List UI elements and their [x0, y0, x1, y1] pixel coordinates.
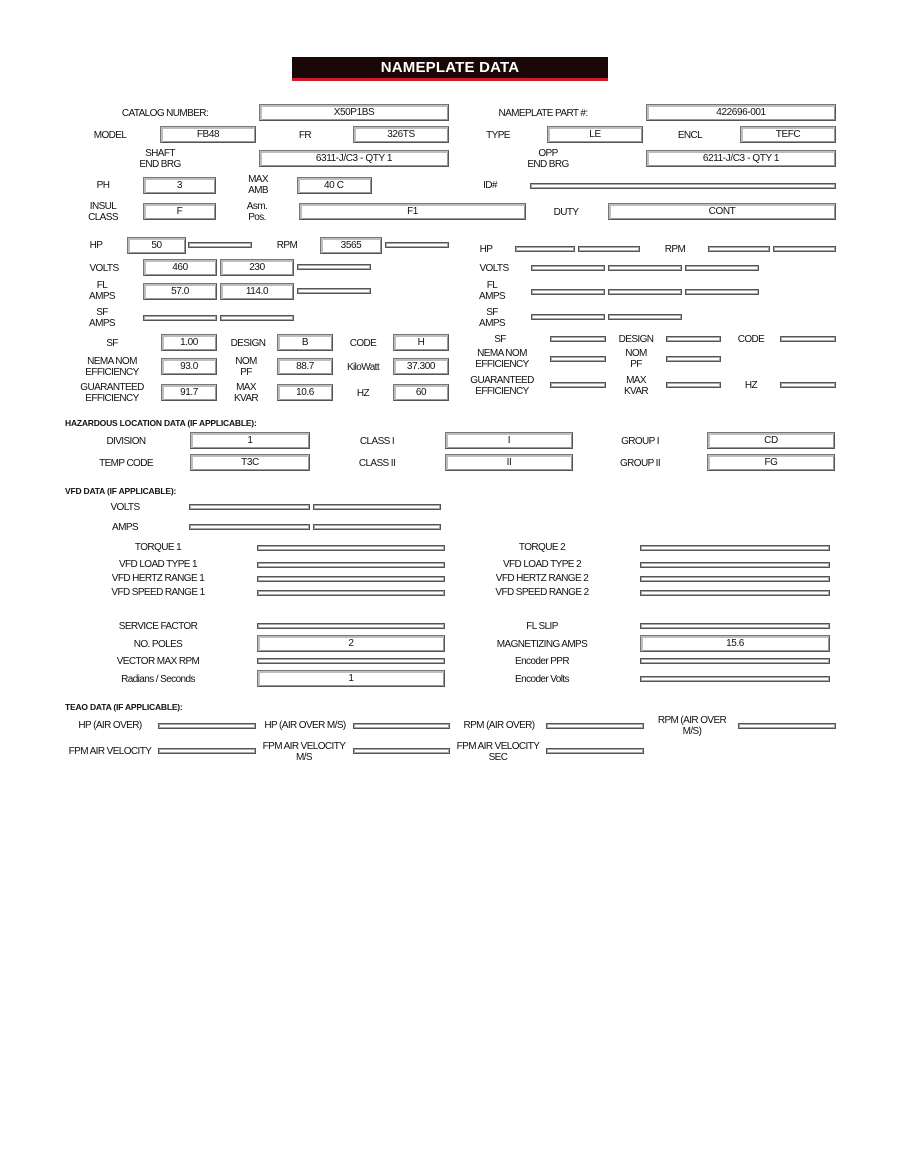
group2-field: FG	[707, 454, 835, 471]
group1-label: GROUP I	[621, 436, 659, 447]
ph-field: 3	[143, 177, 216, 194]
radians-seconds-field: 1	[257, 670, 445, 687]
model-label: MODEL	[93, 130, 127, 141]
speed-range1-field	[257, 590, 445, 596]
sf-amps2-field-1	[531, 314, 605, 320]
sf-amps-label: SF AMPS	[89, 307, 115, 329]
group1-field: CD	[707, 432, 835, 449]
id-field	[530, 183, 836, 189]
code2-label: CODE	[737, 334, 765, 345]
fl-amps-field-2: 114.0	[220, 283, 294, 300]
guaranteed-eff-label: GUARANTEED EFFICIENCY	[80, 382, 144, 404]
hp-label: HP	[89, 240, 103, 251]
torque1-label: TORQUE 1	[134, 542, 182, 553]
encl-label: ENCL	[677, 130, 703, 141]
model-field: FB48	[160, 126, 256, 143]
temp-code-field: T3C	[190, 454, 310, 471]
speed-range2-label: VFD SPEED RANGE 2	[495, 587, 589, 598]
encoder-volts-field	[640, 676, 830, 682]
rpm-label: RPM	[276, 240, 298, 251]
load-type2-field	[640, 562, 830, 568]
design2-field	[666, 336, 721, 342]
sf2-label: SF	[494, 334, 506, 345]
volts2-label: VOLTS	[479, 263, 509, 274]
load-type1-label: VFD LOAD TYPE 1	[118, 559, 198, 570]
speed-range2-field	[640, 590, 830, 596]
shaft-end-brg-label: SHAFT END BRG	[139, 148, 181, 170]
vfd-volts-field-2	[313, 504, 441, 510]
rpm-air-over-ms-label: RPM (AIR OVER M/S)	[657, 715, 727, 737]
fl-amps-field-1: 57.0	[143, 283, 217, 300]
hz2-label: HZ	[744, 380, 758, 391]
sf-label: SF	[106, 338, 118, 349]
volts2-field-3	[685, 265, 759, 271]
kilowatt-field: 37.300	[393, 358, 449, 375]
code2-field	[780, 336, 836, 342]
nameplate-part-label: NAMEPLATE PART #:	[498, 108, 588, 119]
design2-label: DESIGN	[618, 334, 654, 345]
class1-field: I	[445, 432, 573, 449]
fpm-air-velocity-ms-label: FPM AIR VELOCITY M/S	[262, 741, 346, 763]
fpm-air-velocity-label: FPM AIR VELOCITY	[68, 746, 152, 757]
fpm-air-velocity-field	[158, 748, 256, 754]
hp-air-over-ms-label: HP (AIR OVER M/S)	[264, 720, 346, 731]
hazardous-section-title: HAZARDOUS LOCATION DATA (IF APPLICABLE):	[65, 418, 257, 428]
type-label: TYPE	[486, 130, 510, 141]
hertz-range1-field	[257, 576, 445, 582]
nameplate-part-field: 422696-001	[646, 104, 836, 121]
nema-nom-eff2-field	[550, 356, 606, 362]
guaranteed-eff2-field	[550, 382, 606, 388]
encl-field: TEFC	[740, 126, 836, 143]
service-factor-label: SERVICE FACTOR	[118, 621, 198, 632]
insul-class-field: F	[143, 203, 216, 220]
hertz-range2-field	[640, 576, 830, 582]
nema-nom-eff2-label: NEMA NOM EFFICIENCY	[475, 348, 529, 370]
rpm-field-2	[385, 242, 449, 248]
encoder-volts-label: Encoder Volts	[515, 674, 569, 685]
catalog-number-field: X50P1BS	[259, 104, 449, 121]
vfd-amps-field-2	[313, 524, 441, 530]
vfd-amps-label: AMPS	[112, 522, 138, 533]
nema-nom-eff-label: NEMA NOM EFFICIENCY	[85, 356, 139, 378]
encoder-ppr-label: Encoder PPR	[515, 656, 569, 667]
fl-slip-field	[640, 623, 830, 629]
fr-field: 326TS	[353, 126, 449, 143]
fl-amps2-field-3	[685, 289, 759, 295]
temp-code-label: TEMP CODE	[99, 458, 153, 469]
hp2-field-1	[515, 246, 575, 252]
nema-nom-eff-field: 93.0	[161, 358, 217, 375]
rpm-air-over-label: RPM (AIR OVER)	[463, 720, 535, 731]
vfd-volts-field-1	[189, 504, 310, 510]
fl-amps2-field-2	[608, 289, 682, 295]
vfd-amps-field-1	[189, 524, 310, 530]
fl-amps2-label: FL AMPS	[479, 280, 505, 302]
design-label: DESIGN	[230, 338, 266, 349]
opp-end-brg-field: 6211-J/C3 - QTY 1	[646, 150, 836, 167]
sf-amps2-label: SF AMPS	[479, 307, 505, 329]
fr-label: FR	[298, 130, 312, 141]
nom-pf-label: NOM PF	[235, 356, 257, 378]
encoder-ppr-field	[640, 658, 830, 664]
opp-end-brg-label: OPP END BRG	[527, 148, 569, 170]
vfd-volts-label: VOLTS	[110, 502, 140, 513]
hp2-label: HP	[479, 244, 493, 255]
sf-amps2-field-2	[608, 314, 682, 320]
torque2-label: TORQUE 2	[518, 542, 566, 553]
max-amb-label: MAX AMB	[248, 174, 268, 196]
hp-air-over-label: HP (AIR OVER)	[78, 720, 142, 731]
division-field: 1	[190, 432, 310, 449]
hz-label: HZ	[356, 388, 370, 399]
catalog-number-label: CATALOG NUMBER:	[121, 108, 209, 119]
rpm2-field-1	[708, 246, 770, 252]
asm-pos-label: Asm. Pos.	[246, 201, 268, 223]
max-kvar2-label: MAX KVAR	[623, 375, 649, 397]
max-kvar-label: MAX KVAR	[233, 382, 259, 404]
hp2-field-2	[578, 246, 640, 252]
hp-air-over-field	[158, 723, 256, 729]
hertz-range1-label: VFD HERTZ RANGE 1	[111, 573, 205, 584]
vector-max-rpm-field	[257, 658, 445, 664]
page-title: NAMEPLATE DATA	[380, 59, 520, 76]
fl-amps2-field-1	[531, 289, 605, 295]
group2-label: GROUP II	[619, 458, 661, 469]
max-kvar2-field	[666, 382, 721, 388]
class2-label: CLASS II	[358, 458, 396, 469]
max-kvar-field: 10.6	[277, 384, 333, 401]
service-factor-field	[257, 623, 445, 629]
fl-amps-field-3	[297, 288, 371, 294]
fpm-air-velocity-ms-field	[353, 748, 450, 754]
rpm2-field-2	[773, 246, 836, 252]
speed-range1-label: VFD SPEED RANGE 1	[111, 587, 205, 598]
class1-label: CLASS I	[359, 436, 395, 447]
radians-seconds-label: Radians / Seconds	[121, 674, 195, 685]
volts-field-2: 230	[220, 259, 294, 276]
rpm-air-over-ms-field	[738, 723, 836, 729]
fpm-air-velocity-sec-field	[546, 748, 644, 754]
load-type2-label: VFD LOAD TYPE 2	[502, 559, 582, 570]
torque2-field	[640, 545, 830, 551]
rpm-air-over-field	[546, 723, 644, 729]
magnetizing-amps-label: MAGNETIZING AMPS	[496, 639, 588, 650]
guaranteed-eff2-label: GUARANTEED EFFICIENCY	[470, 375, 534, 397]
load-type1-field	[257, 562, 445, 568]
magnetizing-amps-field: 15.6	[640, 635, 830, 652]
shaft-end-brg-field: 6311-J/C3 - QTY 1	[259, 150, 449, 167]
nom-pf2-field	[666, 356, 721, 362]
hp-air-over-ms-field	[353, 723, 450, 729]
asm-pos-field: F1	[299, 203, 526, 220]
vfd-section-title: VFD DATA (IF APPLICABLE):	[65, 486, 177, 496]
nom-pf2-label: NOM PF	[625, 348, 647, 370]
volts2-field-1	[531, 265, 605, 271]
max-amb-field: 40 C	[297, 177, 372, 194]
sf-amps-field-2	[220, 315, 294, 321]
no-poles-label: NO. POLES	[133, 639, 183, 650]
fl-slip-label: FL SLIP	[526, 621, 558, 632]
design-field: B	[277, 334, 333, 351]
code-label: CODE	[349, 338, 377, 349]
duty-field: CONT	[608, 203, 836, 220]
guaranteed-eff-field: 91.7	[161, 384, 217, 401]
hp-field-1: 50	[127, 237, 186, 254]
torque1-field	[257, 545, 445, 551]
vector-max-rpm-label: VECTOR MAX RPM	[116, 656, 200, 667]
duty-label: DUTY	[553, 207, 579, 218]
hertz-range2-label: VFD HERTZ RANGE 2	[495, 573, 589, 584]
division-label: DIVISION	[106, 436, 146, 447]
teao-section-title: TEAO DATA (IF APPLICABLE):	[65, 702, 183, 712]
sf2-field	[550, 336, 606, 342]
no-poles-field: 2	[257, 635, 445, 652]
rpm2-label: RPM	[664, 244, 686, 255]
nom-pf-field: 88.7	[277, 358, 333, 375]
id-label: ID#	[483, 180, 497, 191]
volts-field-3	[297, 264, 371, 270]
insul-class-label: INSUL CLASS	[88, 201, 118, 223]
hp-field-2	[188, 242, 252, 248]
rpm-field-1: 3565	[320, 237, 382, 254]
class2-field: II	[445, 454, 573, 471]
fl-amps-label: FL AMPS	[89, 280, 115, 302]
title-banner	[292, 57, 608, 81]
hz2-field	[780, 382, 836, 388]
code-field: H	[393, 334, 449, 351]
volts2-field-2	[608, 265, 682, 271]
volts-label: VOLTS	[89, 263, 119, 274]
fpm-air-velocity-sec-label: FPM AIR VELOCITY SEC	[456, 741, 540, 763]
sf-field: 1.00	[161, 334, 217, 351]
kilowatt-label: KiloWatt	[346, 362, 380, 373]
sf-amps-field-1	[143, 315, 217, 321]
hz-field: 60	[393, 384, 449, 401]
type-field: LE	[547, 126, 643, 143]
volts-field-1: 460	[143, 259, 217, 276]
ph-label: PH	[96, 180, 110, 191]
